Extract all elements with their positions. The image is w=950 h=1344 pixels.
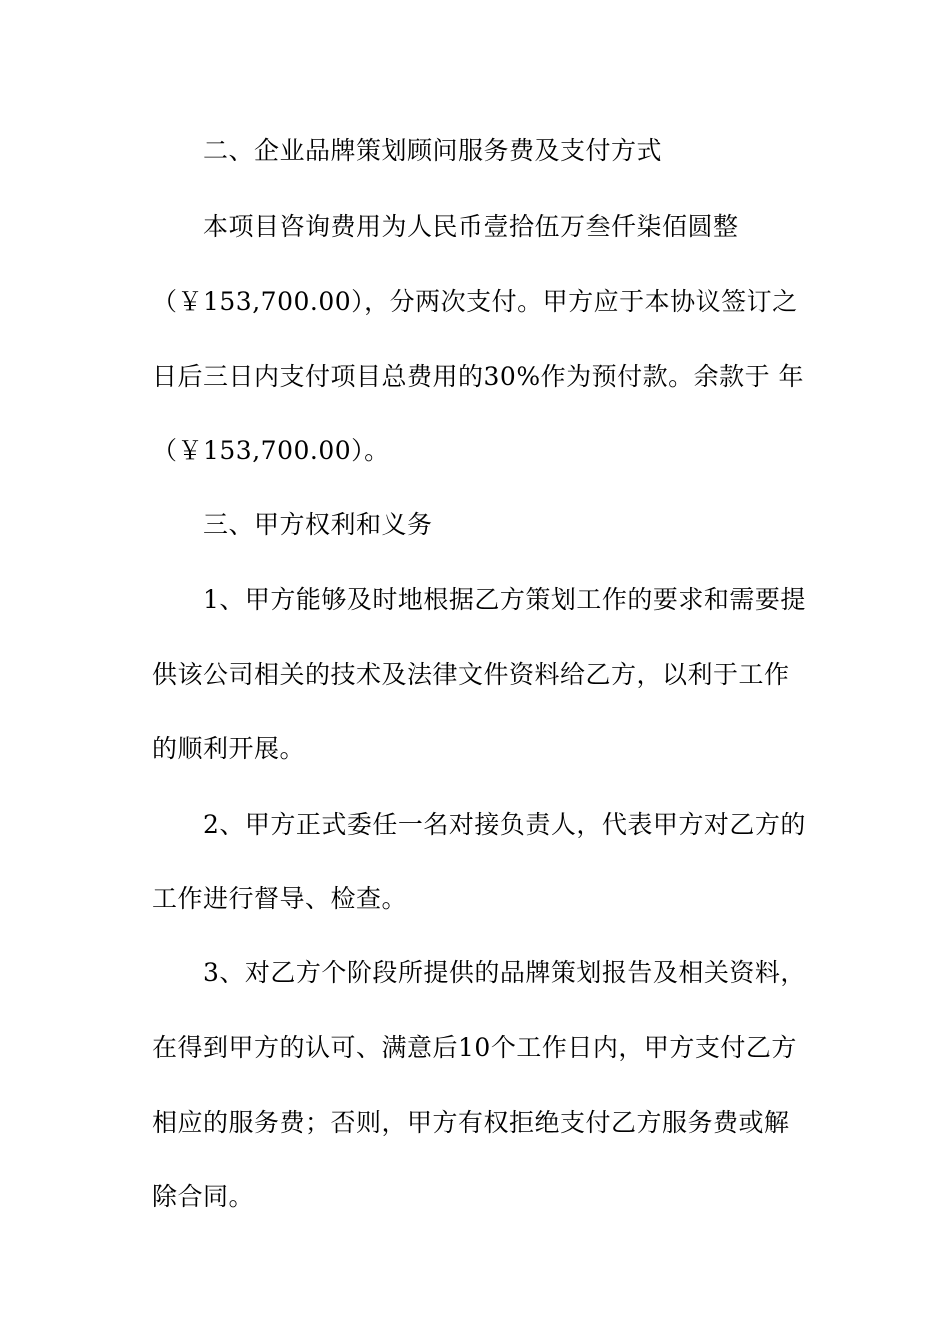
paragraph-line: 的顺利开展。 (152, 734, 306, 763)
paragraph-line: 在得到甲方的认可、满意后10个工作日内，甲方支付乙方 (152, 1033, 797, 1062)
paragraph-line: 日后三日内支付项目总费用的30%作为预付款。余款于 年 (152, 362, 805, 391)
paragraph-line: （￥153,700.00），分两次支付。甲方应于本协议签订之 (152, 287, 798, 316)
paragraph-line: （￥153,700.00）。 (152, 436, 390, 465)
paragraph-line: 工作进行督导、检查。 (152, 884, 408, 913)
section-heading-fees: 二、企业品牌策划顾问服务费及支付方式 (203, 136, 663, 165)
paragraph-line: 相应的服务费；否则，甲方有权拒绝支付乙方服务费或解 (152, 1108, 790, 1137)
paragraph-line: 除合同。 (152, 1182, 255, 1211)
paragraph-line: 供该公司相关的技术及法律文件资料给乙方，以利于工作 (152, 660, 790, 689)
paragraph-line: 本项目咨询费用为人民币壹拾伍万叁仟柒佰圆整 (203, 212, 739, 241)
section-heading-rights: 三、甲方权利和义务 (203, 510, 433, 539)
paragraph-line: 3、对乙方个阶段所提供的品牌策划报告及相关资料， (203, 958, 806, 987)
paragraph-line: 2、甲方正式委任一名对接负责人，代表甲方对乙方的 (203, 810, 806, 839)
paragraph-line: 1、甲方能够及时地根据乙方策划工作的要求和需要提 (203, 585, 806, 614)
